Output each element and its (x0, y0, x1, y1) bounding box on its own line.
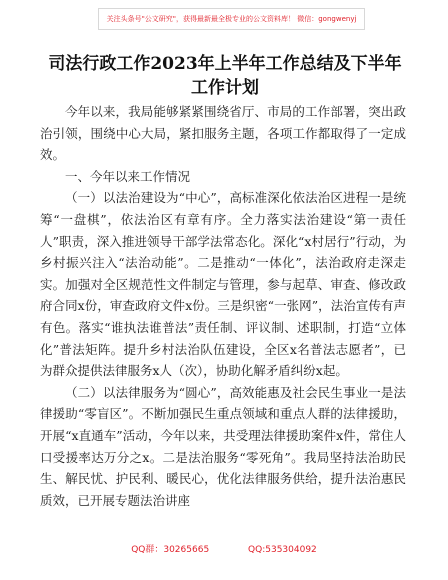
footer-qq: QQ:535304092 (248, 545, 317, 555)
footer-contact (0, 542, 448, 555)
section-heading: 一、今年以来工作情况 (65, 168, 191, 184)
body-paragraph: （二）以法律服务为“圆心”，高效能惠及社会民生事业一是法律援助“零盲区”。不断加强民生重点领域和重点人群的法律援助，开展“x直通车”活动，今年以来，共受理法律援助案件x件，常住人口受援率达万分之x。二是法治服务“零死角”。我局坚持法治助民生、解民忧、护民利、暖民心，优化法律服务供给，提升法治惠民质效，已开展专题法治讲座 (40, 384, 406, 508)
intro-paragraph: 今年以来，我局能够紧紧围绕省厅、市局的工作部署，突出政治引领，围绕中心大局，紧扣服务主题，各项工作都取得了一定成效。 (40, 104, 406, 163)
footer-qq-group: QQ群：30265665 (131, 545, 210, 555)
document-body (40, 101, 406, 511)
promo-banner: 关注头条号"公文研究"，获得最新最全极专业的公文资料库！ 微信：gongwenyj (98, 8, 365, 30)
body-paragraph: （一）以法治建设为“中心”，高标准深化依法治区进程一是统筹“一盘棋”，依法治区有章有序。全力落实法治建设“第一责任人”职责，深入推进领导干部学法常态化。深化“x村居行”行动，为乡村振兴注入“法治动能”。二是推动“一体化”，法治政府走深走实。加强对全区规范性文件制定与管理，参与起草、审查、修改政府合同x份，审查政府文件x份。三是织密“一张网”，法治宣传有声有色。落实“谁执法谁普法”责任制、评议制、述职制，打造“立体化”普法矩阵。提升乡村法治队伍建设，全区x名普法志愿者”，已为群众提供法律服务x人（次），协助化解矛盾纠纷x起。 (40, 190, 406, 379)
document-title: 司法行政工作2023年上半年工作总结及下半年工作计划 (48, 54, 402, 98)
